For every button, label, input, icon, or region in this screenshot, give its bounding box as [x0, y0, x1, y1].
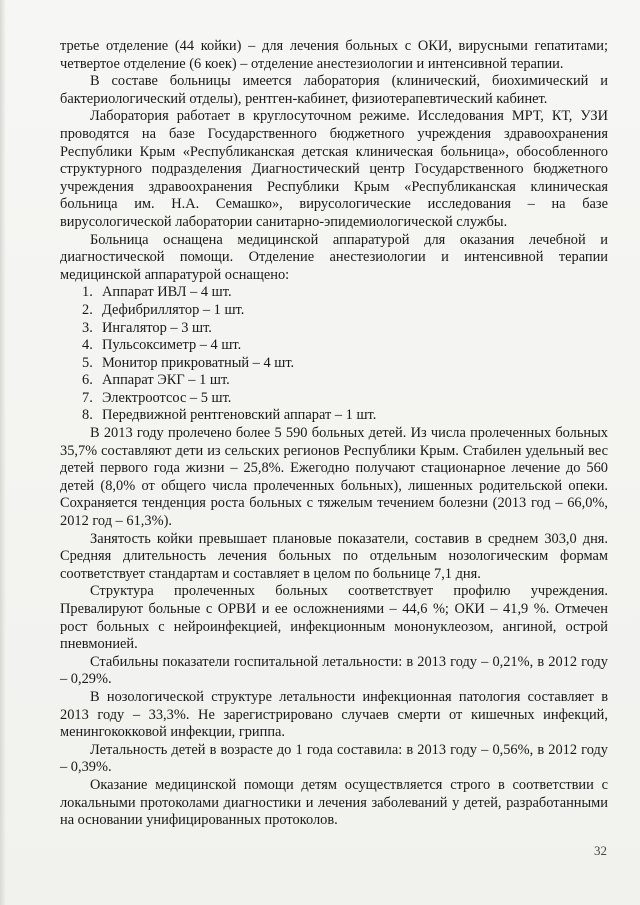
- list-item: 3. Ингалятор – 3 шт.: [82, 319, 212, 336]
- page-number: 32: [594, 843, 607, 858]
- list-item: 4. Пульсоксиметр – 4 шт.: [82, 337, 242, 354]
- list-item: 7. Электроотсос – 5 шт.: [82, 389, 232, 406]
- paragraph-laboratory: Лаборатория работает в круглосуточном режиме. Исследования МРТ, КТ, УЗИ проводятся на базе Государственного бюджетного учреждения здравоохранения Республики Крым «Республиканская детская клиническая больница», обособленного структурного подразделения Диагностический центр Государственного бюджетного учреждения здравоохранения Республики Крым «Республиканская клиническая больница им. Н.А. Семашко», вирусологические исследования – на базе вирусологической лаборатории санитарно-эпидемиологической службы.: [60, 108, 608, 230]
- list-item: 1. Аппарат ИВЛ – 4 шт.: [82, 284, 232, 301]
- list-item: 5. Монитор прикроватный – 4 шт.: [82, 354, 295, 371]
- list-item: 6. Аппарат ЭКГ – 1 шт.: [82, 372, 230, 389]
- list-item: 2. Дефибриллятор – 1 шт.: [82, 301, 245, 318]
- paragraph-departments: третье отделение (44 койки) – для лечения больных с ОКИ, вирусными гепатитами; четвертое отделение (6 коек) – отделение анестезиологии и интенсивной терапии.: [60, 38, 608, 72]
- paragraph-facilities: В составе больницы имеется лаборатория (клинический, биохимический и бактериологический отделы), рентген-кабинет, физиотерапевтический кабинет.: [60, 73, 608, 107]
- paragraph-patients-2013: В 2013 году пролечено более 5 590 больных детей. Из числа пролеченных больных 35,7% составляют дети из сельских регионов Республики Крым. Стабилен удельный вес детей первого года жизни – 25,8%. Ежегодно получают стационарное лечение до 560 детей (8,0% от общего числа пролеченных больных), лишенных родительской опеки. Сохраняется тенденция роста больных с тяжелым течением болезни (2013 год – 66,0%, 2012 год – 61,3%).: [60, 425, 608, 530]
- paragraph-hospital-mortality: Стабильны показатели госпитальной летальности: в 2013 году – 0,21%, в 2012 году – 0,29%.: [60, 653, 608, 688]
- paragraph-equipment-intro: Больница оснащена медицинской аппаратурой для оказания лечебной и диагностической помощи. Отделение анестезиологии и интенсивной терапии медицинской аппаратурой оснащено:: [60, 231, 608, 283]
- list-item: 8. Передвижной рентгеновский аппарат – 1 шт.: [82, 407, 377, 424]
- page-edge-shadow: [0, 0, 6, 905]
- paragraph-protocols: Оказание медицинской помощи детям осуществляется строго в соответствии с локальными протоколами диагностики и лечения заболеваний у детей, разработанными на основании унифицированных протоколов.: [60, 776, 608, 829]
- paragraph-bed-occupancy: Занятость койки превышает плановые показатели, составив в среднем 303,0 дня. Средняя длительность лечения больных по отдельным нозологическим формам соответствует стандартам и составляет в целом по больнице 7,1 дня.: [60, 530, 608, 582]
- equipment-list: [60, 284, 608, 425]
- paragraph-patient-structure: Структура пролеченных больных соответствует профилю учреждения. Превалируют больные с ОРВИ и ее осложнениями – 44,6 %; ОКИ – 41,9 %. Отмечен рост больных с нейроинфекцией, инфекционным мононуклеозом, ангиной, острой пневмонией.: [60, 583, 608, 653]
- paragraph-mortality-structure: В нозологической структуре летальности инфекционная патология составляет в 2013 году – 33,3%. Не зарегистрировано случаев смерти от кишечных инфекций, менингококковой инфекции, гриппа.: [60, 688, 608, 741]
- paragraph-infant-mortality: Летальность детей в возрасте до 1 года составила: в 2013 году – 0,56%, в 2012 году – 0,39%.: [60, 741, 608, 776]
